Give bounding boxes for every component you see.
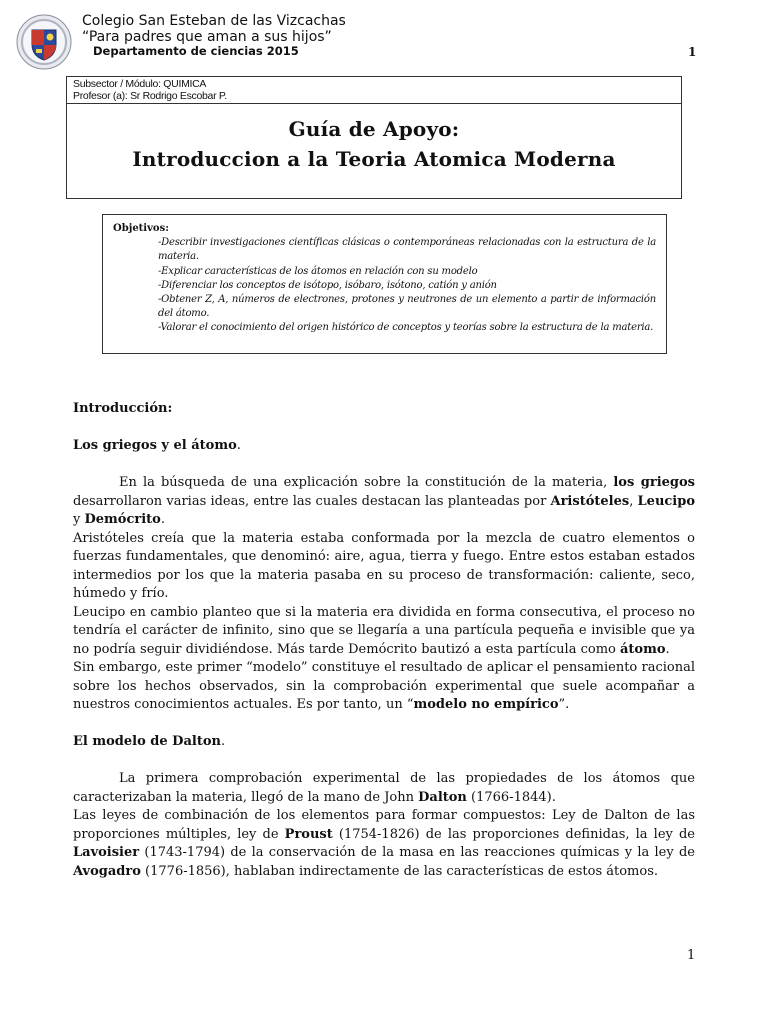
paragraph: Las leyes de combinación de los elementos para formar compuestos: Ley de Dalton de las proporciones múltiples, ley de Proust (1754-1826) de las proporciones definidas, la ley de Lavoisier (1743-1794) de la conservación de la masa en las reacciones químicas y la ley de Avogadro (1776-1856), hablaban indirectamente de las características de estos átomos.: [73, 808, 696, 879]
objectives-box: [102, 214, 667, 354]
teacher-label: Profesor (a): Sr Rodrigo Escobar P.: [73, 90, 227, 102]
title-box: [66, 76, 682, 199]
school-crest-logo: [16, 14, 72, 70]
header-page-number: 1: [688, 45, 697, 59]
school-motto: “Para padres que aman a sus hijos”: [82, 29, 332, 45]
paragraph: En la búsqueda de una explicación sobre la constitución de la materia, los griegos desarrollaron varias ideas, entre las cuales destacan las planteadas por Aristóteles, Leucipo y Demócrito.: [73, 475, 696, 527]
footer-page-number: 1: [687, 948, 696, 963]
dalton-heading: El modelo de Dalton.: [73, 734, 226, 749]
department-label: Departamento de ciencias 2015: [93, 44, 299, 58]
document-title: [67, 104, 681, 174]
course-info: [67, 77, 681, 104]
school-header: [82, 13, 346, 45]
objectives-label: Objetivos:: [113, 223, 169, 234]
subject-label: Subsector / Módulo: QUIMICA: [73, 78, 207, 90]
paragraph: Sin embargo, este primer “modelo” constituye el resultado de aplicar el pensamiento racional sobre los hechos observados, sin la comprobación experimental que suele acompañar a nuestros conocimientos actuales. Es por tanto, un “modelo no empírico”.: [73, 660, 695, 712]
objective-item: -Describir investigaciones científicas clásicas o contemporáneas relacionadas con la estructura de la materia.: [158, 237, 656, 263]
greeks-heading: Los griegos y el átomo.: [73, 438, 241, 453]
objective-item: -Valorar el conocimiento del origen histórico de conceptos y teorías sobre la estructura de la materia.: [158, 322, 654, 334]
paragraph: Leucipo en cambio planteo que si la materia era dividida en forma consecutiva, el proceso no tendría el carácter de infinito, sino que se llegaría a una partícula pequeña e invisible que ya no podría seguir dividiéndose. Más tarde Demócrito bautizó a esta partícula como átomo.: [73, 604, 695, 657]
title-line-1: Guía de Apoyo:: [288, 117, 460, 141]
paragraph: Aristóteles creía que la materia estaba conformada por la mezcla de cuatro elementos o fuerzas fundamentales, que denominó: aire, agua, tierra y fuego. Entre estos estaban estados intermedios por los que la materia pasaba en su proceso de transformación: caliente, seco, húmedo y frío.: [73, 530, 695, 601]
objective-item: -Explicar características de los átomos en relación con su modelo: [158, 265, 478, 277]
title-line-2: Introduccion a la Teoria Atomica Moderna: [132, 147, 616, 171]
document-body: [73, 400, 695, 881]
objective-item: -Obtener Z, A, números de electrones, protones y neutrones de un elemento a partir de información del átomo.: [158, 294, 656, 320]
dalton-heading-text: El modelo de Dalton: [73, 734, 221, 749]
paragraph: La primera comprobación experimental de las propiedades de los átomos que caracterizaban la materia, llegó de la mano de John Dalton (1766-1844).: [73, 771, 695, 805]
school-name: Colegio San Esteban de las Vizcachas: [82, 13, 346, 29]
intro-heading: Introducción:: [73, 401, 173, 416]
greeks-heading-text: Los griegos y el átomo: [73, 438, 237, 453]
objective-item: -Diferenciar los conceptos de isótopo, isóbaro, isótono, catión y anión: [158, 279, 497, 291]
